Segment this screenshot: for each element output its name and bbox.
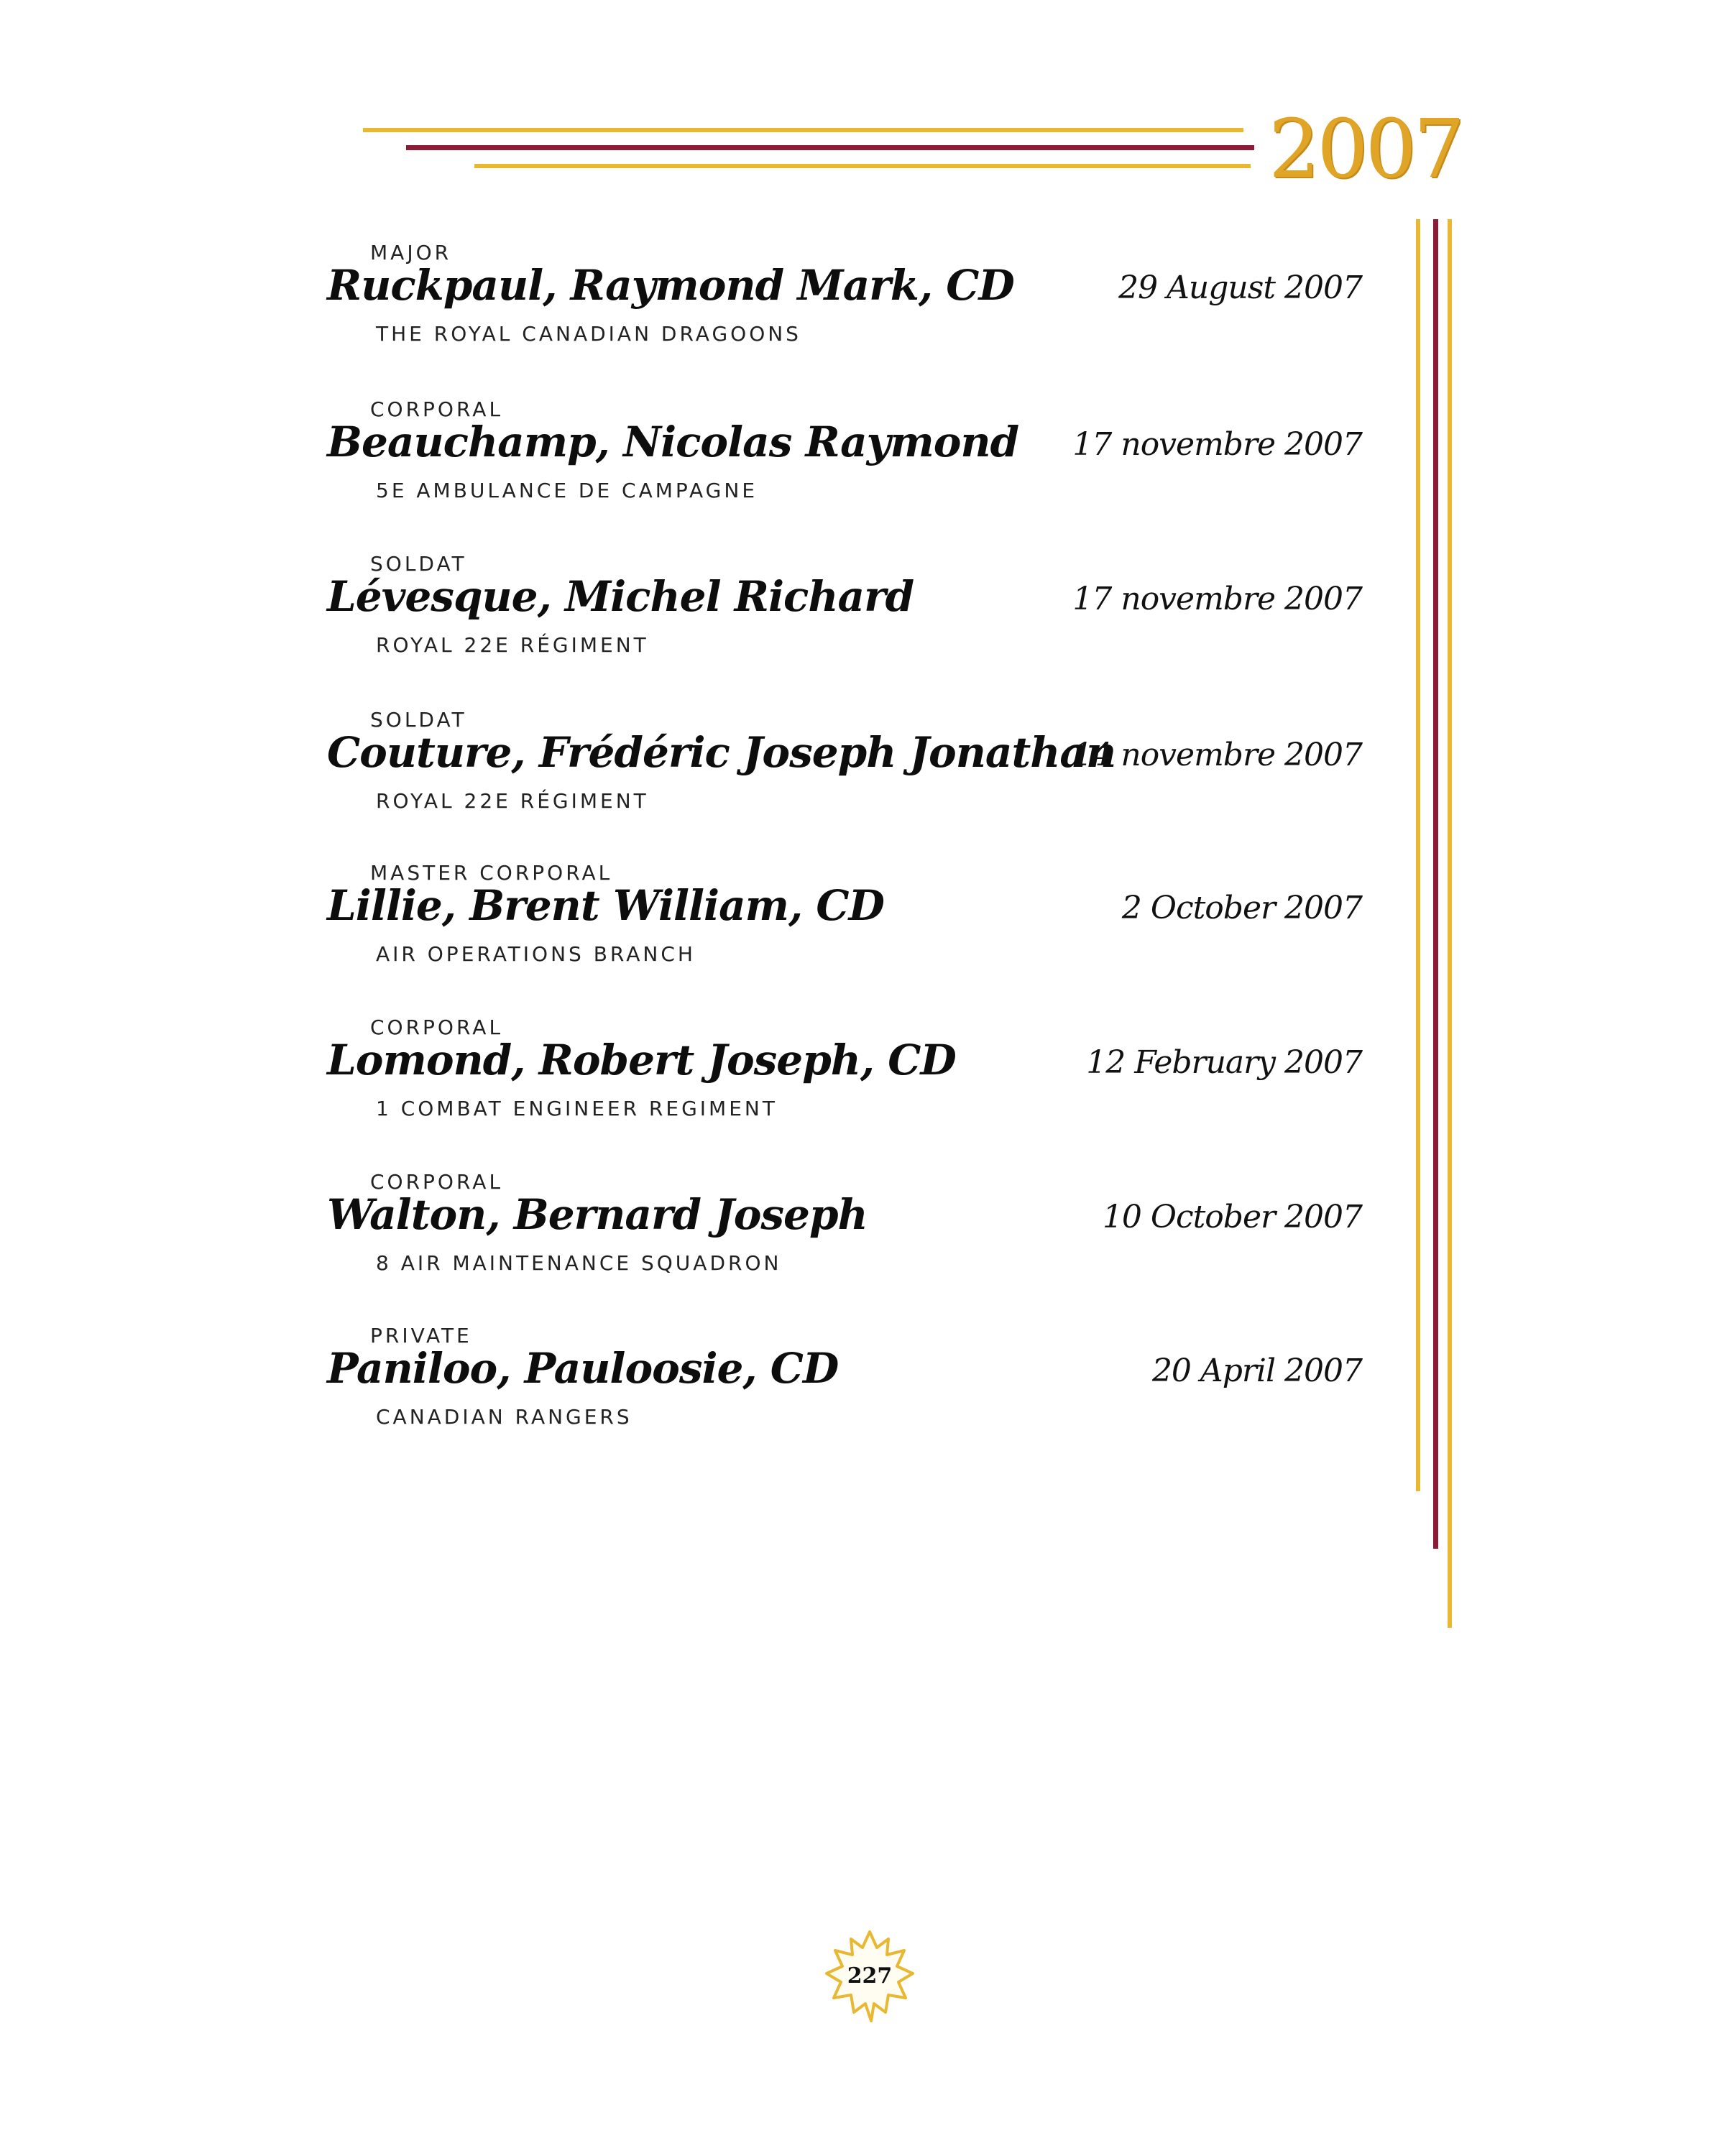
entry-unit: ROYAL 22E RÉGIMENT xyxy=(376,633,649,657)
header-rule-gold-bottom xyxy=(474,164,1251,168)
entry-name: Ruckpaul, Raymond Mark, CD xyxy=(327,261,1014,310)
entry-date: 10 October 2007 xyxy=(1102,1199,1362,1235)
entry-rank: MASTER CORPORAL xyxy=(370,861,613,885)
entry-date: 20 April 2007 xyxy=(1151,1353,1362,1389)
entry-date: 17 novembre 2007 xyxy=(1072,581,1362,617)
entry-date: 12 February 2007 xyxy=(1086,1044,1362,1081)
border-rule-gold-outer xyxy=(1448,219,1452,1628)
border-rule-burgundy xyxy=(1433,219,1438,1549)
entry-rank: PRIVATE xyxy=(370,1324,472,1348)
entry-name: Lomond, Robert Joseph, CD xyxy=(327,1036,956,1084)
entry-unit: CANADIAN RANGERS xyxy=(376,1405,632,1429)
entry-rank: CORPORAL xyxy=(370,397,504,421)
page-number: 227 xyxy=(847,1963,893,1989)
memorial-entry xyxy=(327,861,1362,1005)
memorial-entry xyxy=(327,1324,1362,1468)
entry-name: Paniloo, Pauloosie, CD xyxy=(327,1344,839,1393)
header-rule-gold-top xyxy=(363,128,1243,132)
entry-unit: THE ROYAL CANADIAN DRAGOONS xyxy=(376,322,801,346)
header-rule-burgundy xyxy=(406,145,1254,150)
memorial-entry xyxy=(327,552,1362,696)
entry-unit: 8 AIR MAINTENANCE SQUADRON xyxy=(376,1251,782,1275)
entry-name: Walton, Bernard Joseph xyxy=(327,1190,868,1239)
page-badge xyxy=(819,1926,920,2027)
memorial-entry xyxy=(327,397,1362,541)
entry-rank: SOLDAT xyxy=(370,552,467,576)
memorial-entry xyxy=(327,241,1362,384)
memorial-entry xyxy=(327,708,1362,852)
entry-date: 17 novembre 2007 xyxy=(1072,426,1362,463)
memorial-entry xyxy=(327,1170,1362,1314)
year-heading: 2007 xyxy=(1269,103,1463,196)
entry-name: Lillie, Brent William, CD xyxy=(327,881,884,930)
entry-rank: CORPORAL xyxy=(370,1015,504,1039)
entry-rank: SOLDAT xyxy=(370,708,467,732)
entry-unit: 5E AMBULANCE DE CAMPAGNE xyxy=(376,479,758,502)
entry-name: Lévesque, Michel Richard xyxy=(327,572,914,621)
border-rule-gold-inner xyxy=(1416,219,1420,1491)
entry-name: Beauchamp, Nicolas Raymond xyxy=(327,418,1019,466)
entry-unit: AIR OPERATIONS BRANCH xyxy=(376,942,696,966)
entry-unit: 1 COMBAT ENGINEER REGIMENT xyxy=(376,1097,778,1120)
entry-date: 14 novembre 2007 xyxy=(1072,737,1362,773)
entry-name: Couture, Frédéric Joseph Jonathan xyxy=(327,728,1116,777)
entry-date: 2 October 2007 xyxy=(1121,890,1362,926)
entry-rank: CORPORAL xyxy=(370,1170,504,1194)
entry-date: 29 August 2007 xyxy=(1118,270,1362,306)
memorial-entry xyxy=(327,1015,1362,1159)
entry-rank: MAJOR xyxy=(370,241,452,264)
entry-unit: ROYAL 22E RÉGIMENT xyxy=(376,789,649,813)
